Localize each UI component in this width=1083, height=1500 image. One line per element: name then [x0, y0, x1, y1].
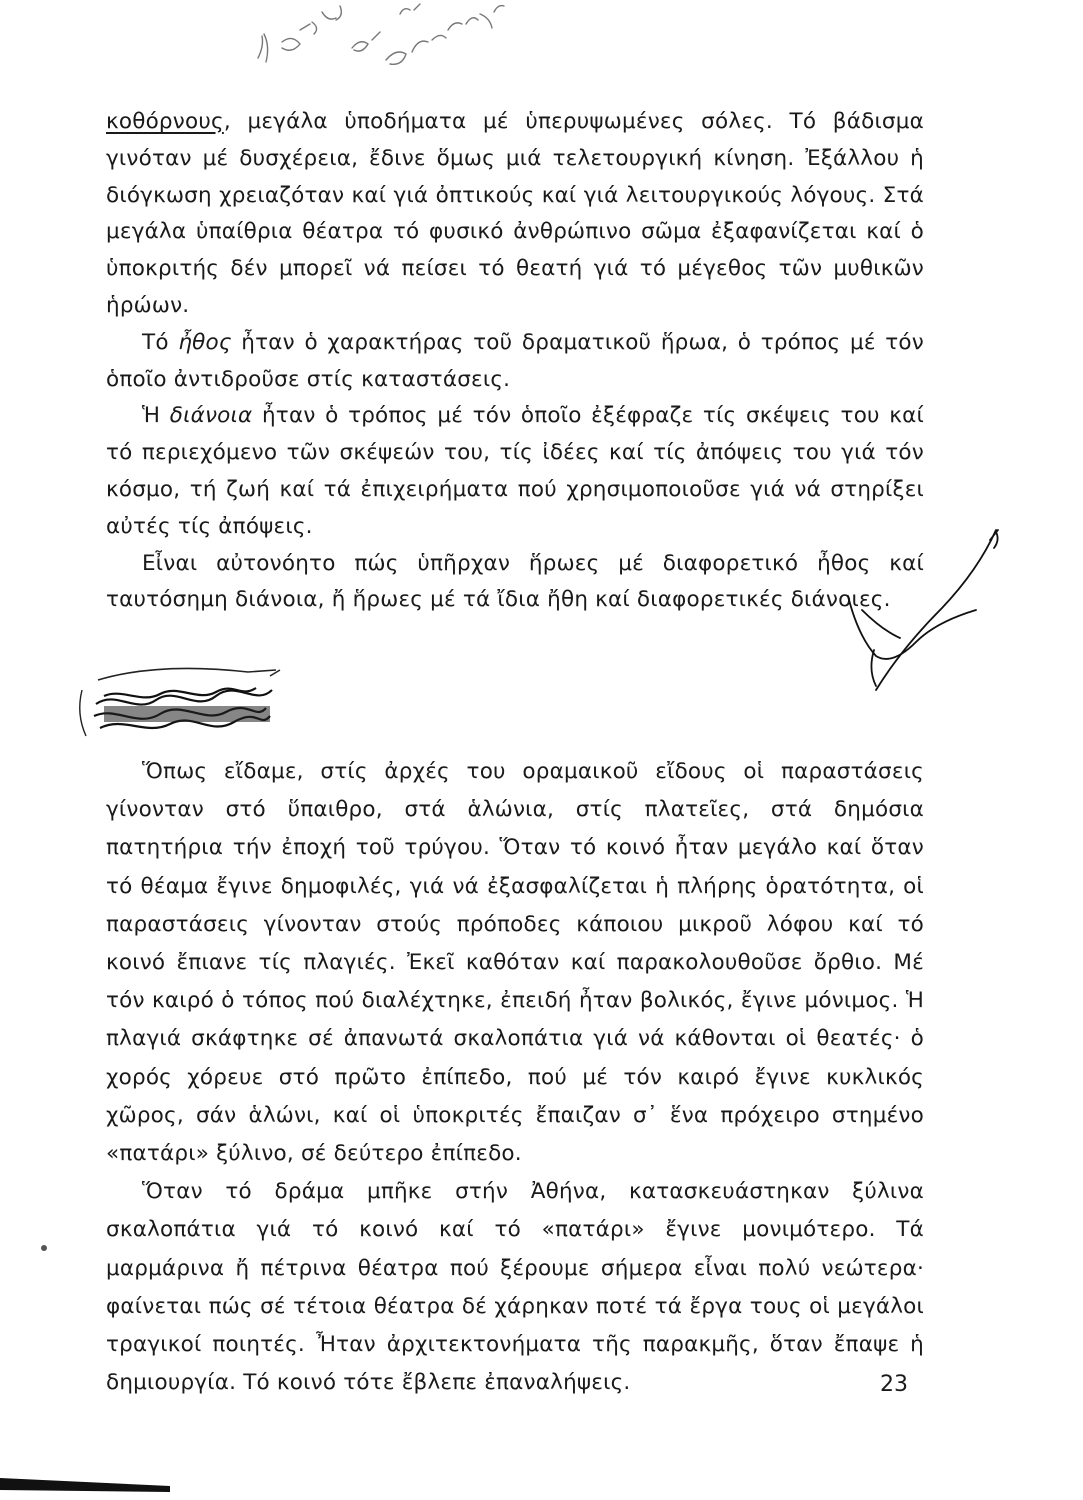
scan-edge-shadow	[0, 1478, 170, 1492]
scribbled-out-heading	[80, 668, 280, 736]
text-section-characters	[106, 104, 924, 619]
underlined-term: κοθόρνους	[106, 109, 224, 134]
paragraph-lead: Τό	[142, 329, 179, 355]
paragraph-text: , μεγάλα ὑποδήματα μέ ὑπερυψωμένες σόλες. Τό βάδισμα γινόταν μέ δυσχέρεια, ἔδινε ὅμως μιά τελετουργική κίνηση. Ἐξάλλου ἡ διόγκωση χρειαζόταν καί γιά ὀπτικούς καί γιά λειτουργικούς λόγους. Στά μεγάλα ὑπαίθρια θέατρα τό φυσικό ἀνθρώπινο σῶμα ἐξαφανίζεται καί ὁ ὑποκριτής δέν μπορεῖ νά πείσει τό θεατή γιά τό μέγεθος τῶν μυθικῶν ἡρώων.	[106, 109, 924, 318]
italic-term-dianoia: διάνοια	[169, 403, 253, 429]
handwritten-note-scribble	[258, 4, 504, 64]
paragraph-heroes: Εἶναι αὐτονόητο πώς ὑπῆρχαν ἥρωες μέ διαφορετικό ἦθος καί ταυτόσημη διάνοια, ἤ ἥρωες μέ τά ἴδια ἤθη καί διαφορετικές διάνοιες.	[106, 550, 924, 613]
paragraph-open-air: Ὅπως εἴδαμε, στίς ἀρχές του οραμαικοῦ εἴδους οἱ παραστάσεις γίνονταν στό ὕπαιθρο, στά ἁλώνια, στίς πλατεῖες, στά δημόσια πατητήρια τήν ἐποχή τοῦ τρύγου. Ὅταν τό κοινό ἦταν μεγάλο καί ὅταν τό θέαμα ἔγινε δημοφιλές, γιά νά ἐξασφαλίζεται ἡ πλήρης ὁρατότητα, οἱ παραστάσεις γίνονταν στούς πρόποδες κάποιου μικροῦ λόφου καί τό κοινό ἔπιανε τίς πλαγιές. Ἐκεῖ καθόταν καί παρακολουθοῦσε ὄρθιο. Μέ τόν καιρό ὁ τόπος πού διαλέχτηκε, ἐπειδή ἦταν βολικός, ἔγινε μόνιμος. Ἡ πλαγιά σκάφτηκε σέ ἀπανωτά σκαλοπάτια γιά νά κάθονται οἱ θεατές· ὁ χορός χόρευε στό πρῶτο ἐπίπεδο, πού μέ τόν καιρό ἔγινε κυκλικός χῶρος, σάν ἁλώνι, καί οἱ ὑποκριτές ἔπαιζαν σ᾿ ἕνα πρόχειρο στημένο «πατάρι» ξύλινο, σέ δεύτερο ἐπίπεδο.	[106, 759, 924, 1167]
italic-term-ethos: ἦθος	[178, 329, 232, 355]
page-number: 23	[880, 1372, 908, 1397]
margin-dot	[41, 1245, 47, 1251]
paragraph-dianoia	[106, 398, 924, 545]
paragraph-athens: Ὅταν τό δράμα μπῆκε στήν Ἀθήνα, κατασκευάστηκαν ξύλινα σκαλοπάτια γιά τό κοινό καί τό «πατάρι» ἔγινε μονιμότερο. Τά μαρμάρινα ἤ πέτρινα θέατρα πού ξέρουμε σήμερα εἶναι πολύ νεώτερα· φαίνεται πώς σέ τέτοια θέατρα δέ χάρηκαν ποτέ τά ἔργα τους οἱ μεγάλοι τραγικοί ποιητές. Ἦταν ἀρχιτεκτονήματα τῆς παρακμῆς, ὅταν ἔπαψε ἡ δημιουργία. Τό κοινό τότε ἔβλεπε ἐπαναλήψεις.	[106, 1179, 924, 1396]
paragraph-lead: Ἡ	[142, 403, 170, 429]
paragraph-text: ἦταν ὁ χαρακτήρας τοῦ δραματικοῦ ἥρωα, ὁ τρόπος μέ τόν ὁποῖο ἀντιδροῦσε στίς καταστάσεις.	[106, 329, 924, 392]
paragraph-ethos	[106, 325, 924, 399]
paragraph-kothornoi	[106, 104, 924, 325]
paragraph-text: ἦταν ὁ τρόπος μέ τόν ὁποῖο ἐξέφραζε τίς σκέψεις του καί τό περιεχόμενο τῶν σκέψεών του, τίς ἰδέες καί τίς ἀπόψεις του γιά τόν κόσμο, τή ζωή καί τά ἐπιχειρήματα πού χρησιμοποιοῦσε γιά νά στηρίξει αὐτές τίς ἀπόψεις.	[106, 403, 925, 539]
text-section-theatre	[106, 753, 924, 1402]
